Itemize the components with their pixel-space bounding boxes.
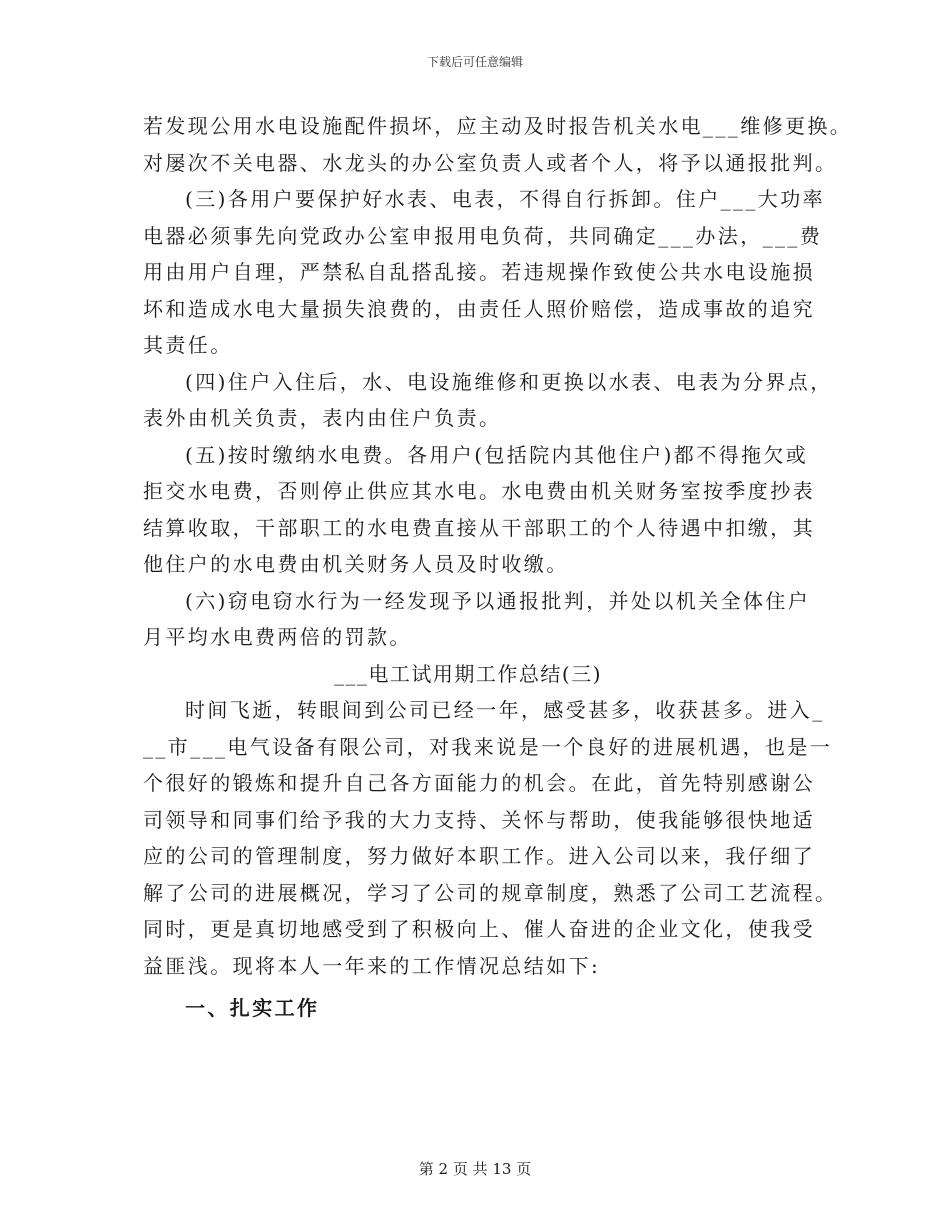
paragraph-line: 结算收取，干部职工的水电费直接从干部职工的个人待遇中扣缴，其 <box>143 515 815 540</box>
page-footer: 第 2 页 共 13 页 <box>418 1160 532 1178</box>
paragraph-line: 若发现公用水电设施配件损坏，应主动及时报告机关水电___维修更换。 <box>143 114 853 138</box>
paragraph-line: 益匪浅。现将本人一年来的工作情况总结如下: <box>143 953 601 978</box>
paragraph-line: 电器必须事先向党政办公室申报用电负荷，共同确定___办法，___费 <box>143 223 823 248</box>
paragraph-line: 司领导和同事们给予我的大力支持、关怀与帮助，使我能够很快地适 <box>143 807 815 832</box>
page-header: 下载后可任意编辑 <box>426 55 523 69</box>
paragraph-line: 月平均水电费两倍的罚款。 <box>143 625 412 649</box>
document-body <box>143 108 853 1027</box>
paragraph-line: 个很好的锻炼和提升自己各方面能力的机会。在此，首先特别感谢公 <box>143 771 815 795</box>
paragraph-line: 同时，更是真切地感受到了积极向上、催人奋进的企业文化，使我受 <box>143 917 815 941</box>
paragraph-line: 表外由机关负责，表内由住户负责。 <box>143 406 502 430</box>
section-title: ___电工试用期工作总结(三) <box>333 661 603 686</box>
paragraph-line: 用由用户自理，严禁私自乱搭乱接。若违规操作致使公共水电设施损 <box>143 260 815 284</box>
paragraph-line: __市___电气设备有限公司，对我来说是一个良好的进展机遇，也是一 <box>143 734 833 759</box>
paragraph-line: 他住户的水电费由机关财务人员及时收缴。 <box>143 552 569 576</box>
paragraph-line: (三)各用户要保护好水表、电表，不得自行拆卸。住户___大功率 <box>185 187 826 211</box>
paragraph-line: 拒交水电费，否则停止供应其水电。水电费由机关财务室按季度抄表 <box>143 479 815 503</box>
paragraph-line: (四)住户入住后，水、电设施维修和更换以水表、电表为分界点， <box>185 369 833 394</box>
paragraph-line: 其责任。 <box>143 333 233 357</box>
paragraph-line: 应的公司的管理制度，努力做好本职工作。进入公司以来，我仔细了 <box>143 844 815 868</box>
paragraph-line: 解了公司的进展概况，学习了公司的规章制度，熟悉了公司工艺流程。 <box>143 880 838 905</box>
paragraph-line: 时间飞逝，转眼间到公司已经一年，感受甚多，收获甚多。进入_ <box>185 698 825 722</box>
paragraph-line: (五)按时缴纳水电费。各用户(包括院内其他住户)都不得拖欠或 <box>185 442 809 467</box>
paragraph-line: 对屡次不关电器、水龙头的办公室负责人或者个人，将予以通报批判。 <box>143 150 838 175</box>
subsection-heading: 一、扎实工作 <box>185 996 320 1020</box>
paragraph-line: 坏和造成水电大量损失浪费的，由责任人照价赔偿，造成事故的追究 <box>143 296 815 321</box>
paragraph-line: (六)窃电窃水行为一经发现予以通报批判，并处以机关全体住户 <box>185 588 811 613</box>
